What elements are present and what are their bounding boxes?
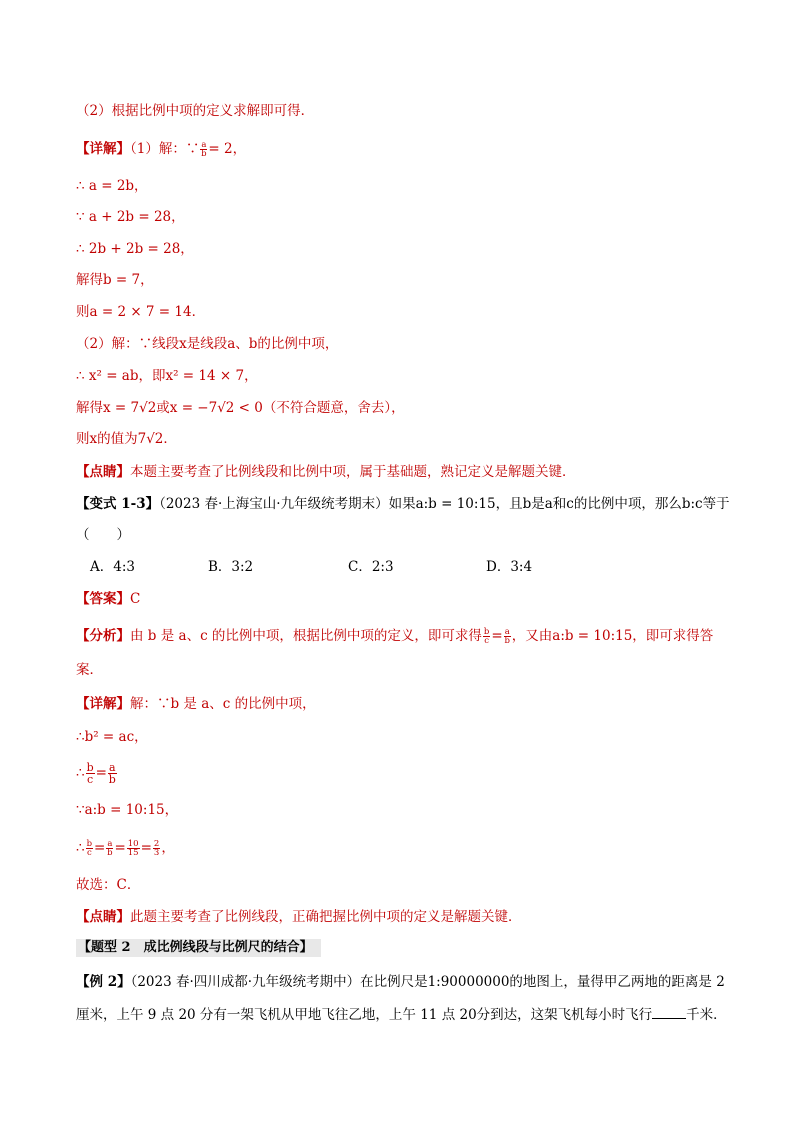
fraction-b-over-c: $\frac{b}{c}$ (86, 761, 94, 786)
choice-c: C．2:3 (348, 559, 394, 575)
analysis-text-end: ，又由a:b = 10:15，即可求得答 (511, 628, 714, 644)
detail-line-1 (76, 139, 246, 159)
equation-line: ∵ a + 2b = 28， (76, 209, 185, 225)
choice-d: D．3:4 (486, 559, 533, 575)
remark-line (76, 462, 576, 482)
answer-line (76, 589, 140, 609)
analysis-tag: 【分析】 (76, 628, 130, 644)
therefore-sign: ∴ (76, 765, 85, 781)
conclusion-line: 故选：C． (76, 877, 141, 893)
equation-line: ∴ a = 2b， (76, 178, 148, 194)
question-tag: 【变式 1-3】 (76, 496, 160, 512)
analysis-line-2: 案． (76, 662, 103, 678)
equation-line: ∴ 2b + 2b = 28， (76, 241, 194, 257)
detail-tag: 【详解】 (76, 141, 130, 157)
choice-b: B．3:2 (208, 559, 254, 575)
detail-text: 解：∵b 是 a、c 的比例中项， (130, 696, 316, 712)
equation-line: 则x的值为7√2． (76, 431, 177, 447)
remark-line (76, 907, 522, 927)
example-text: （2023 春·四川成都·九年级统考期中）在比例尺是1:90000000的地图上，量得甲乙两地的距离是 2 (130, 974, 725, 990)
example-tag: 【例 2】 (76, 974, 131, 990)
equation-line (76, 758, 118, 788)
equation-line: 解得x = 7√2或x = −7√2 < 0（不符合题意，舍去）， (76, 400, 405, 416)
fraction: $\frac{b}{c}$ (86, 839, 93, 858)
remark-tag: 【点睛】 (76, 464, 130, 480)
fraction-b-over-c: $\frac{b}{c}$ (483, 627, 490, 646)
remark-text: 本题主要考查了比例线段和比例中项，属于基础题，熟记定义是解题关键． (130, 464, 576, 480)
equation-line: 则a = 2 × 7 = 14． (76, 304, 206, 320)
equation-line: ∴b² = ac， (76, 729, 148, 745)
question-paren: （ ） (76, 527, 130, 543)
detail-tag: 【详解】 (76, 696, 130, 712)
detail-text-end: = 2， (208, 141, 247, 157)
fraction-a-over-b: $\frac{a}{b}$ (201, 140, 207, 159)
equation-line: 解得b = 7， (76, 272, 154, 288)
solution-step-2-hint: （2）根据比例中项的定义求解即可得． (76, 103, 315, 119)
question-stem (76, 494, 730, 514)
equals-sign: = (95, 765, 107, 781)
fraction-a-over-b: $\frac{a}{b}$ (108, 761, 116, 786)
answer-blank[interactable] (652, 1004, 686, 1019)
choice-row (90, 557, 590, 577)
equation-line: ∵a:b = 10:15， (76, 802, 179, 818)
detail-text: （1）解：∵ (130, 141, 200, 157)
remark-text: 此题主要考查了比例线段，正确把握比例中项的定义是解题关键． (130, 909, 522, 925)
therefore-sign: ∴ (76, 840, 85, 856)
question-text: （2023 春·上海宝山·九年级统考期末）如果a:b = 10:15，且b是a和c的比例中项，那么b:c等于 (159, 496, 730, 512)
choice-a: A．4:3 (90, 559, 135, 575)
fraction: $\frac{2}{3}$ (153, 839, 160, 858)
equation-line: ∴ $\frac{b}{c}$ = $\frac{a}{b}$ = $\frac{10}{15}$ = $\frac{2}{3}$ ， (76, 839, 175, 858)
fraction-a-over-b: $\frac{a}{b}$ (504, 627, 510, 646)
fraction: $\frac{10}{15}$ (127, 839, 139, 858)
equals-sign: = (491, 628, 503, 644)
answer-tag: 【答案】 (76, 591, 130, 607)
example-text-end: 千米． (686, 1007, 727, 1023)
section-heading: 【题型 2 成比例线段与比例尺的结合】 (76, 939, 321, 957)
analysis-line (76, 626, 713, 646)
answer-value: C (130, 591, 141, 607)
analysis-text: 由 b 是 a、c 的比例中项，根据比例中项的定义，即可求得 (130, 628, 482, 644)
remark-tag: 【点睛】 (76, 909, 130, 925)
detail-line-2 (76, 694, 316, 714)
example-text: 厘米，上午 9 点 20 分有一架飞机从甲地飞往乙地，上午 11 点 20分到达，这架飞机每小时飞行 (76, 1007, 653, 1023)
fraction: $\frac{a}{b}$ (107, 839, 113, 858)
equation-line: ∴ x² = ab，即x² = 14 × 7， (76, 368, 258, 384)
example-stem (76, 972, 725, 992)
solution-part-2: （2）解：∵线段x是线段a、b的比例中项， (76, 336, 339, 352)
example-stem-2 (76, 1004, 727, 1025)
